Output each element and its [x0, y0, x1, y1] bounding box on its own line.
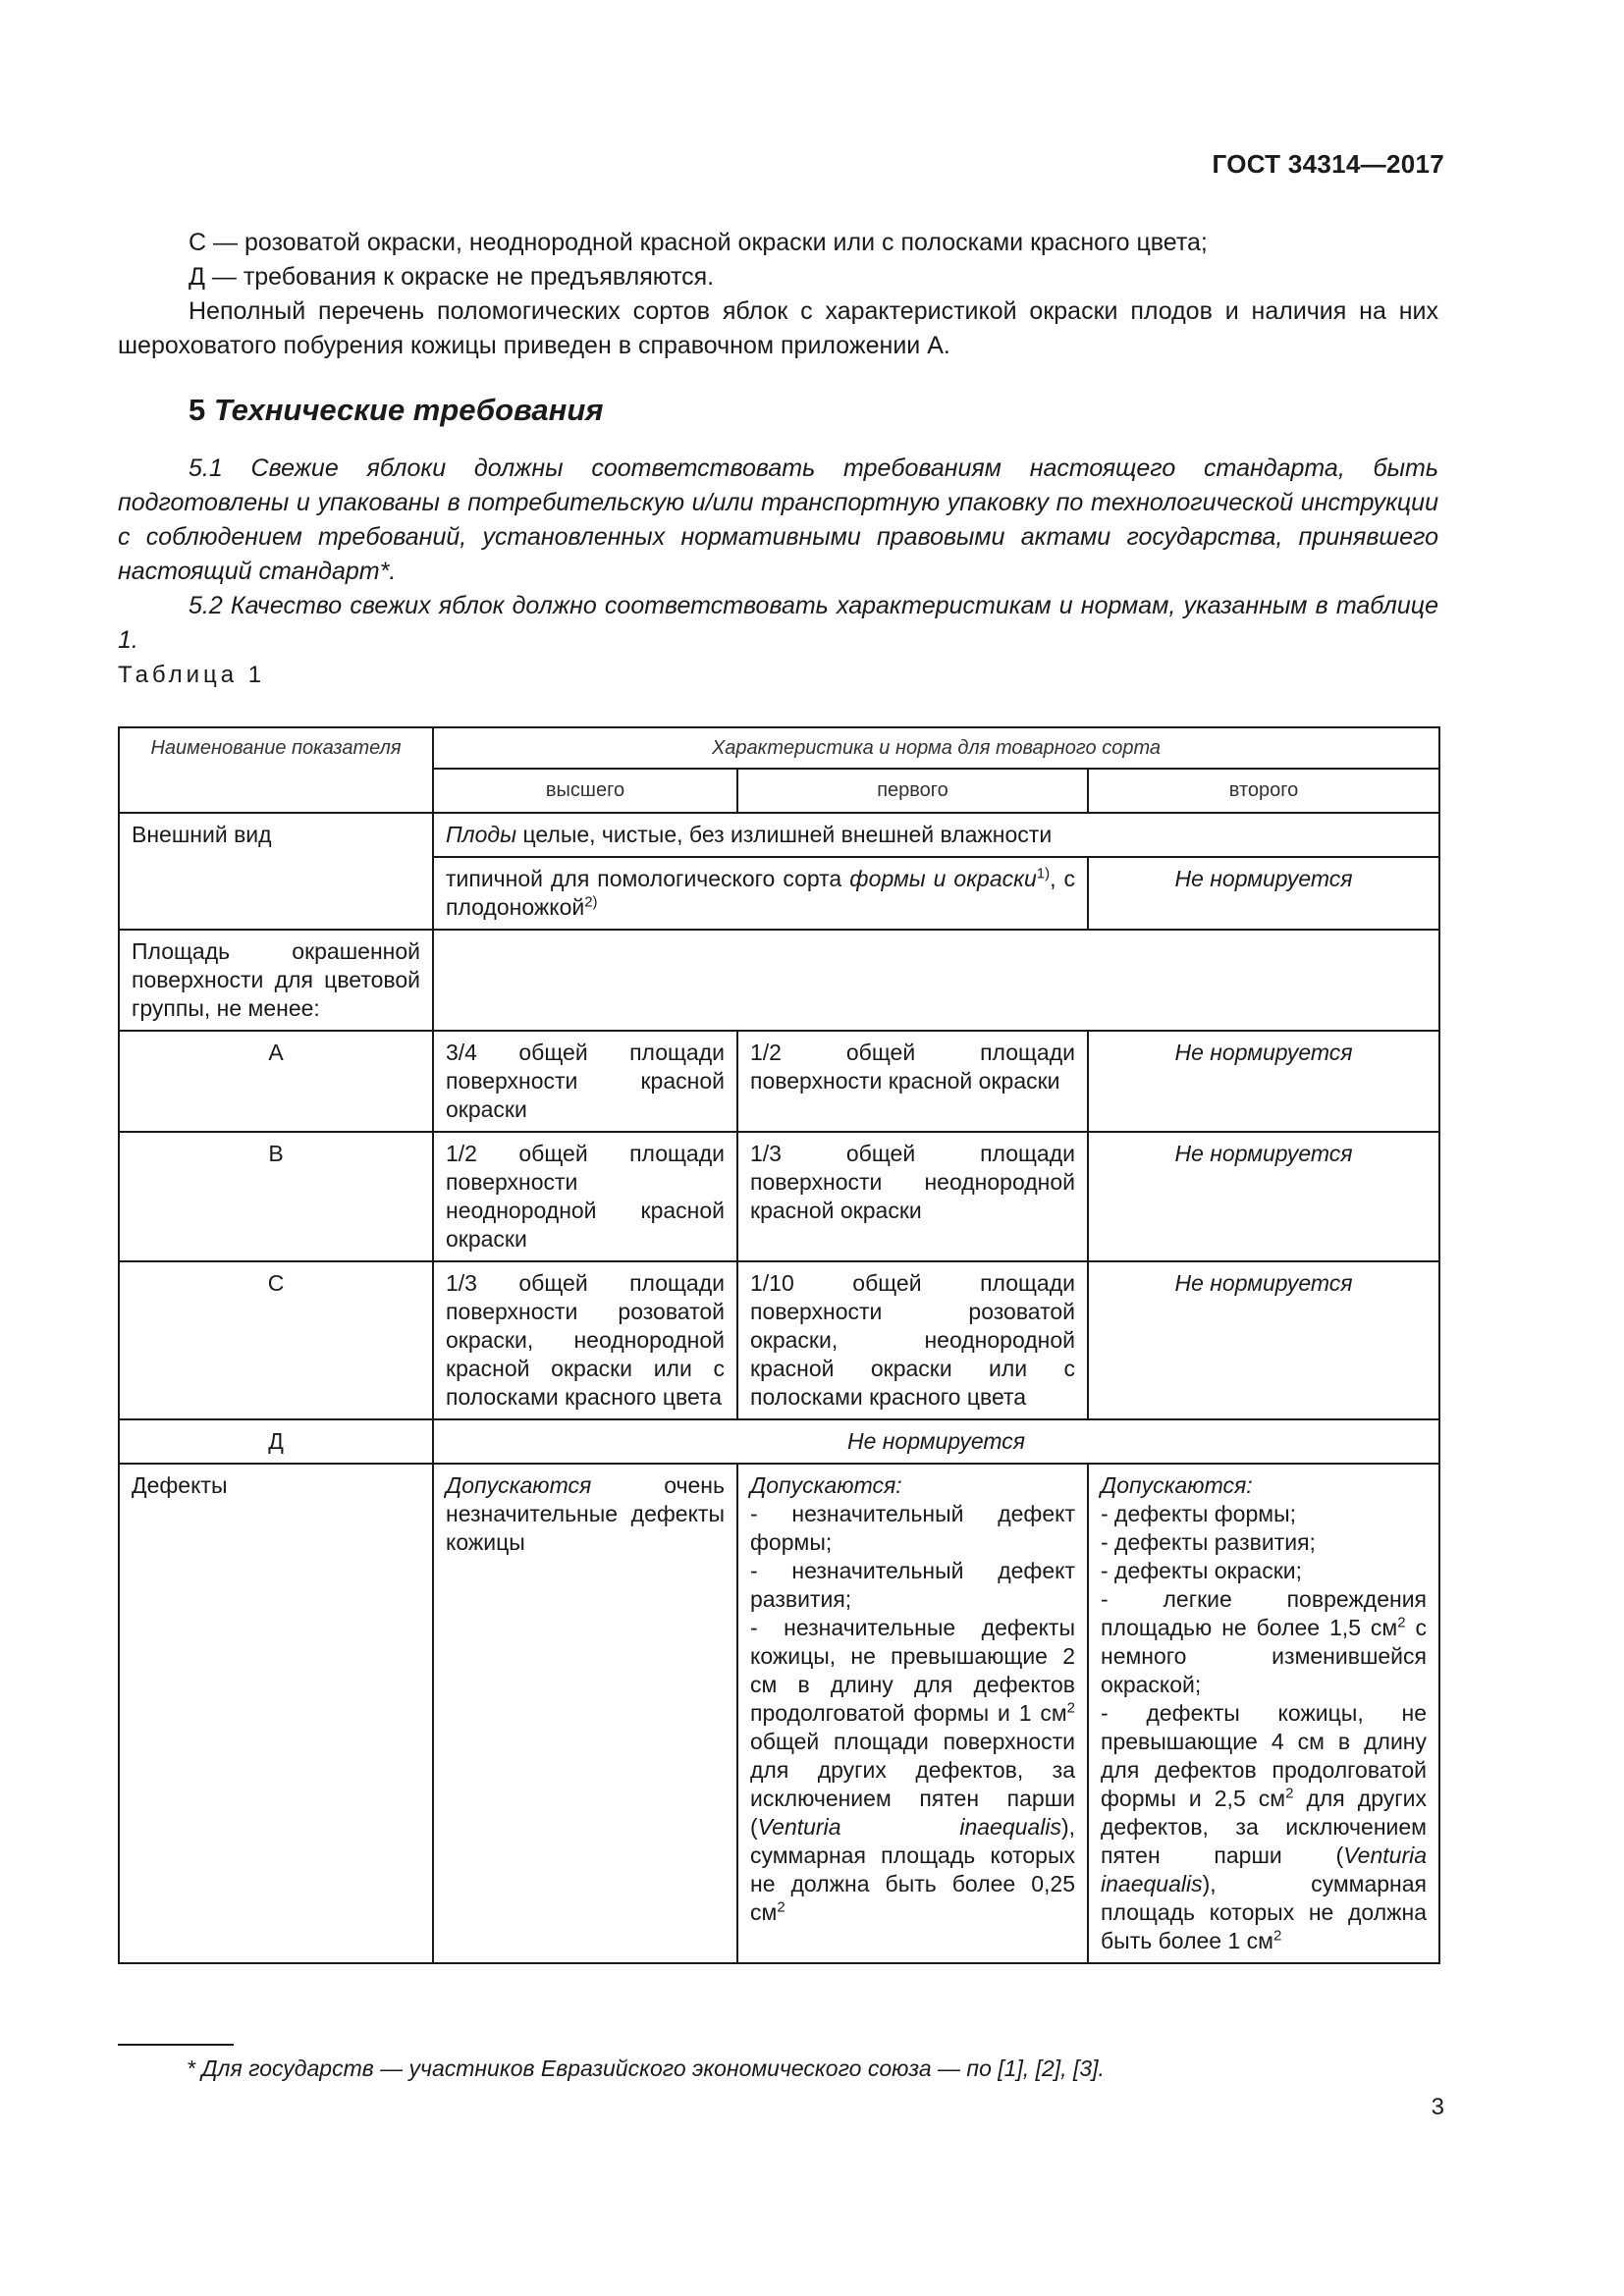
appearance-typical-stalk: , с плодоножкой — [446, 866, 1075, 920]
group-a-label: А — [119, 1031, 433, 1132]
appearance-all — [433, 813, 1439, 857]
color-group-d-line: Д — требования к окраске не предъявляются. — [189, 263, 715, 291]
defects-second-line-3: - дефекты окраски; — [1101, 1558, 1302, 1583]
quality-table — [118, 726, 1440, 1964]
group-c-first: 1/10 общей площади поверхности розоватой окраски, неоднородной красной окраски или с полосками красного цвета — [737, 1261, 1088, 1419]
section-number: 5 — [189, 393, 206, 427]
group-a-first: 1/2 общей площади поверхности красной окраски — [737, 1031, 1088, 1132]
col-header-name: Наименование показателя — [119, 727, 433, 813]
table-row-group-d — [119, 1419, 1439, 1464]
defects-second — [1088, 1464, 1439, 1963]
superscript-2: 2 — [1272, 1927, 1282, 1945]
superscript-2: 2 — [1397, 1614, 1406, 1631]
table-row-group-a — [119, 1031, 1439, 1132]
appearance-typical — [433, 857, 1088, 930]
defects-second-line-5b: для других дефектов, за исключением пятен парши ( — [1101, 1786, 1427, 1868]
appearance-typical-form: формы и окраски — [849, 866, 1037, 891]
group-b-second: Не нормируется — [1088, 1132, 1439, 1261]
table-row-appearance-1 — [119, 813, 1439, 857]
appearance-all-lead: Плоды — [446, 822, 517, 847]
superscript-2: 2 — [777, 1898, 785, 1916]
grade-highest: высшего — [433, 769, 737, 813]
defects-label: Дефекты — [119, 1464, 433, 1963]
superscript-2: 2 — [1285, 1785, 1294, 1802]
intro-paragraph: Неполный перечень поломогических сортов яблок с характеристикой окраски плодов и наличия на них шероховатого побурения кожицы приведен в справочном приложении А. — [118, 297, 1438, 359]
defects-second-line-2: - дефекты развития; — [1101, 1529, 1316, 1555]
defects-first-line-1: - незначительный дефект формы; — [750, 1501, 1075, 1555]
latin-name: Venturia inaequalis — [757, 1814, 1061, 1840]
grade-second: второго — [1088, 769, 1439, 813]
table-row-group-b — [119, 1132, 1439, 1261]
footnote: * Для государств — участников Евразийского экономического союза — по [1], [2], [3]. — [187, 2056, 1105, 2081]
defects-second-line-4 — [1101, 1585, 1427, 1699]
defects-first-line-2: - незначительный дефект развития; — [750, 1558, 1075, 1612]
group-a-highest: 3/4 общей площади поверхности красной окраски — [433, 1031, 737, 1132]
defects-first-line-3c: ), суммарная площадь которых не должна быть более 0,25 см — [750, 1814, 1075, 1925]
col-header-group: Характеристика и норма для товарного сорта — [433, 727, 1439, 769]
group-c-label: С — [119, 1261, 433, 1419]
appearance-second: Не нормируется — [1088, 857, 1439, 930]
group-b-first: 1/3 общей площади поверхности неоднородной красной окраски — [737, 1132, 1088, 1261]
clause-5-1: 5.1 Свежие яблоки должны соответствовать требованиям настоящего стандарта, быть подготовлены и упакованы в потребительскую и/или транспортную упаковку по технологической инструкции с соблюдением требований, установленных нормативными правовыми актами государства, принявшего настоящий стандарт*. — [118, 454, 1438, 585]
defects-first — [737, 1464, 1088, 1963]
appearance-label: Внешний вид — [119, 813, 433, 930]
appearance-typical-text: типичной для помологического сорта — [446, 866, 850, 891]
group-d-all: Не нормируется — [433, 1419, 1439, 1464]
defects-first-line-3b: общей площади поверхности для других дефектов, за исключением пятен парши ( — [750, 1729, 1075, 1840]
body-text — [118, 226, 1438, 692]
grade-first: первого — [737, 769, 1088, 813]
defects-second-lead: Допускаются: — [1101, 1472, 1253, 1498]
group-a-second: Не нормируется — [1088, 1031, 1439, 1132]
defects-highest-lead: Допускаются — [446, 1472, 592, 1498]
defects-first-lead: Допускаются: — [750, 1472, 902, 1498]
footnote-ref-1: 1) — [1036, 865, 1051, 882]
defects-second-line-1: - дефекты формы; — [1101, 1501, 1296, 1526]
appearance-all-rest: целые, чистые, без излишней внешней влажности — [516, 822, 1053, 847]
table-row-defects — [119, 1464, 1439, 1963]
defects-second-line-4a: - легкие повреждения площадью не более 1,5 см — [1101, 1586, 1427, 1640]
defects-highest-rest: очень незначительные дефекты кожицы — [446, 1472, 725, 1555]
defects-first-line-3 — [750, 1614, 1075, 1927]
table-row-area — [119, 930, 1439, 1031]
section-title: Технические требования — [213, 393, 604, 427]
color-group-c-line: С — розоватой окраски, неоднородной красной окраски или с полосками красного цвета; — [189, 229, 1208, 256]
superscript-2: 2 — [1066, 1699, 1075, 1717]
defects-second-line-5a: - дефекты кожицы, не превышающие 4 см в длину для дефектов продолговатой формы и 2,5 см — [1101, 1700, 1427, 1811]
section-heading — [189, 391, 1438, 430]
footnote-separator — [118, 2044, 234, 2046]
table-caption: Таблица 1 — [118, 662, 266, 688]
group-c-highest: 1/3 общей площади поверхности розоватой окраски, неоднородной красной окраски или с полосками красного цвета — [433, 1261, 737, 1419]
latin-name: Venturia inaequalis — [1101, 1842, 1427, 1896]
group-d-label: Д — [119, 1419, 433, 1464]
table-row-group-c — [119, 1261, 1439, 1419]
clause-5-2: 5.2 Качество свежих яблок должно соответствовать характеристикам и нормам, указанным в таблице 1. — [118, 592, 1438, 654]
defects-second-line-5c: ), суммарная площадь которых не должна быть более 1 см — [1101, 1871, 1427, 1953]
area-label: Площадь окрашенной поверхности для цветовой группы, не менее: — [119, 930, 433, 1031]
table-header-row — [119, 727, 1439, 769]
area-empty — [433, 930, 1439, 1031]
group-b-label: В — [119, 1132, 433, 1261]
group-b-highest: 1/2 общей площади поверхности неоднородной красной окраски — [433, 1132, 737, 1261]
defects-first-line-3a: - незначительные дефекты кожицы, не превышающие 2 см в длину для дефектов продолговатой формы и 1 см — [750, 1615, 1075, 1726]
defects-highest — [433, 1464, 737, 1963]
defects-second-line-4b: с немного изменившейся окраской; — [1101, 1615, 1427, 1697]
document-id: ГОСТ 34314—2017 — [1212, 149, 1444, 179]
page-number: 3 — [1431, 2094, 1444, 2120]
footnote-ref-2: 2) — [584, 893, 598, 911]
group-c-second: Не нормируется — [1088, 1261, 1439, 1419]
defects-second-line-5 — [1101, 1699, 1427, 1955]
